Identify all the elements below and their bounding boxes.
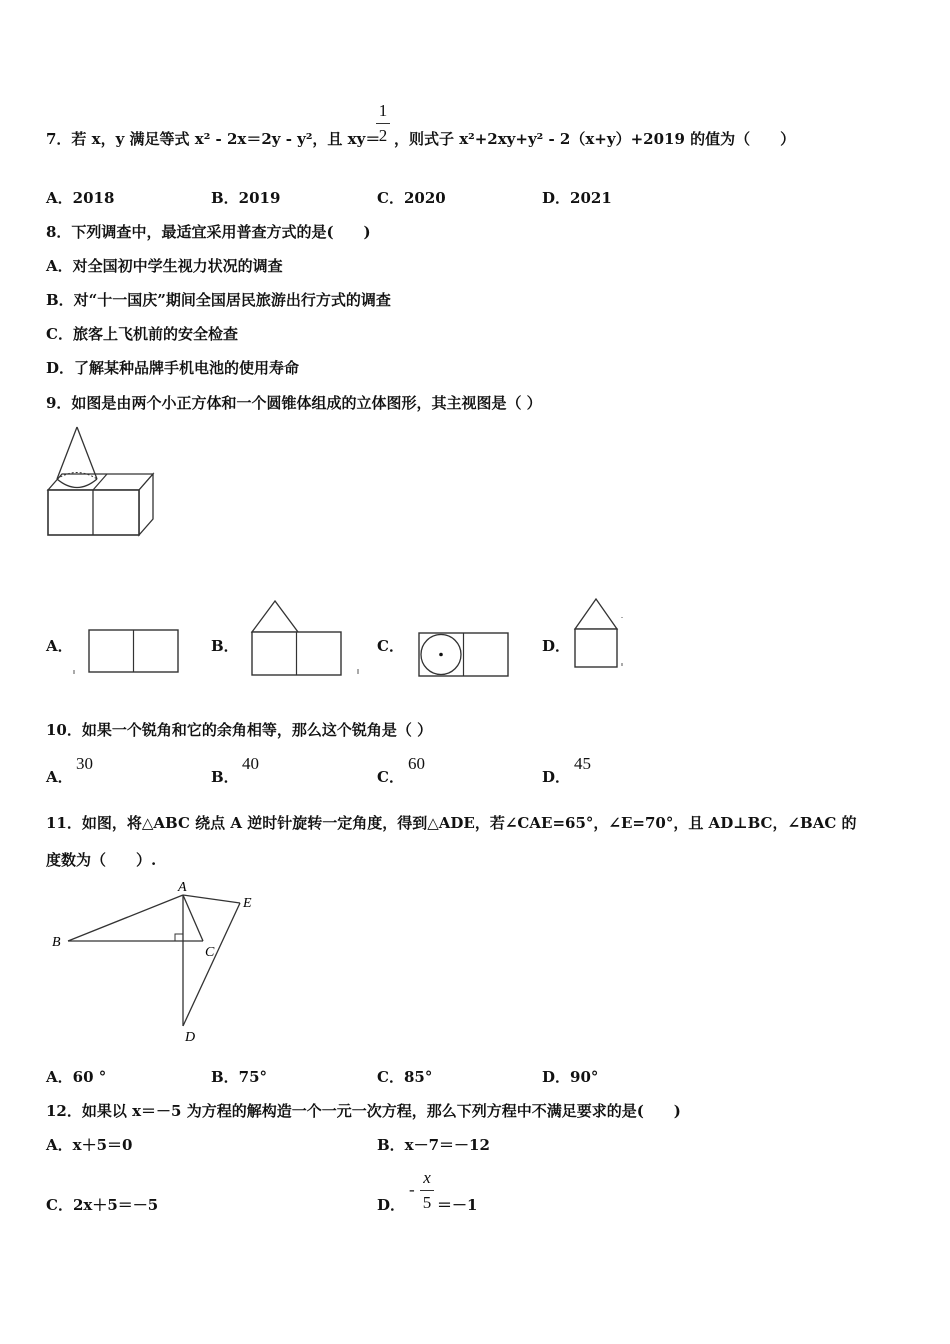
q11-option-d: D．90° xyxy=(542,1068,599,1086)
q8-option-c: C．旅客上飞机前的安全检查 xyxy=(46,325,238,343)
q9-option-b-figure xyxy=(248,598,363,678)
q10-option-d-value: 45 xyxy=(574,754,591,773)
q8-stem: 8．下列调查中，最适宜采用普查方式的是( ) xyxy=(46,223,371,241)
q11-stem-line2: 度数为（ ）. xyxy=(46,851,157,869)
q12-option-d-numerator: x xyxy=(423,1168,431,1187)
q9-stem: 9．如图是由两个小正方体和一个圆锥体组成的立体图形，其主视图是（ ） xyxy=(46,394,542,412)
q11-label-d: D xyxy=(185,1030,196,1045)
q7-stem-part2: ，则式子 x²+2xy+y² - 2（x+y）+2019 的值为（ ） xyxy=(394,130,796,148)
q9-solid-figure xyxy=(40,424,160,544)
q11-option-c: C．85° xyxy=(377,1068,433,1086)
q12-option-d-denominator: 5 xyxy=(422,1193,432,1212)
q10-option-a-value: 30 xyxy=(76,754,93,773)
q10-option-d-letter: D． xyxy=(542,768,571,786)
q7-option-d: D．2021 xyxy=(542,189,612,207)
q9-option-c-figure xyxy=(416,630,511,680)
q7-frac-denominator: 2 xyxy=(378,126,388,145)
q11-stem-line1: 11．如图，将△ABC 绕点 A 逆时针旋转一定角度，得到△ADE，若∠CAE=65°，∠E=70°，且 AD⊥BC，∠BAC 的 xyxy=(46,814,857,832)
q7-option-a: A．2018 xyxy=(46,189,115,207)
q10-option-a-letter: A． xyxy=(46,768,73,786)
q8-option-a: A．对全国初中学生视力状况的调查 xyxy=(46,257,283,275)
q11-label-c: C xyxy=(205,945,215,960)
q10-stem: 10．如果一个锐角和它的余角相等，那么这个锐角是（ ） xyxy=(46,721,433,739)
q11-label-a: A xyxy=(178,880,187,895)
q12-stem: 12．如果以 x＝－5 为方程的解构造一个一元一次方程，那么下列方程中不满足要求的是( ) xyxy=(46,1102,681,1120)
q8-option-b: B．对“十一国庆”期间全国居民旅游出行方式的调查 xyxy=(46,291,391,309)
q12-option-a: A．x＋5＝0 xyxy=(46,1136,133,1154)
q10-option-b-value: 40 xyxy=(242,754,259,773)
q7-fraction xyxy=(376,101,390,146)
q12-option-d-letter: D． xyxy=(377,1196,406,1214)
q11-option-a: A．60 ° xyxy=(46,1068,107,1086)
q9-option-a-figure xyxy=(72,626,182,676)
q12-option-d-rest: ＝－1 xyxy=(437,1196,478,1214)
q7-option-c: C．2020 xyxy=(377,189,446,207)
q11-label-b: B xyxy=(52,935,61,950)
q11-option-b: B．75° xyxy=(211,1068,268,1086)
q10-option-c-letter: C． xyxy=(377,768,404,786)
q12-option-d-sign: - xyxy=(409,1180,415,1199)
q10-option-b-letter: B． xyxy=(211,768,239,786)
q7-option-b: B．2019 xyxy=(211,189,281,207)
q8-option-d: D．了解某种品牌手机电池的使用寿命 xyxy=(46,359,300,377)
q9-option-a-letter: A． xyxy=(46,637,73,655)
q11-triangle-figure xyxy=(40,876,270,1046)
q9-option-b-letter: B． xyxy=(211,637,239,655)
q7-frac-numerator: 1 xyxy=(378,101,388,120)
q10-option-c-value: 60 xyxy=(408,754,425,773)
q7-stem-part1: 7．若 x，y 满足等式 x² - 2x＝2y - y²，且 xy＝ xyxy=(46,130,381,148)
q12-option-b: B．x－7＝－12 xyxy=(377,1136,490,1154)
q9-option-c-letter: C． xyxy=(377,637,404,655)
q12-option-c: C．2x＋5＝－5 xyxy=(46,1196,159,1214)
q12-option-d-fraction xyxy=(420,1168,434,1213)
q9-option-d-letter: D． xyxy=(542,637,571,655)
q9-option-d-figure xyxy=(572,597,628,672)
q11-label-e: E xyxy=(243,896,252,911)
